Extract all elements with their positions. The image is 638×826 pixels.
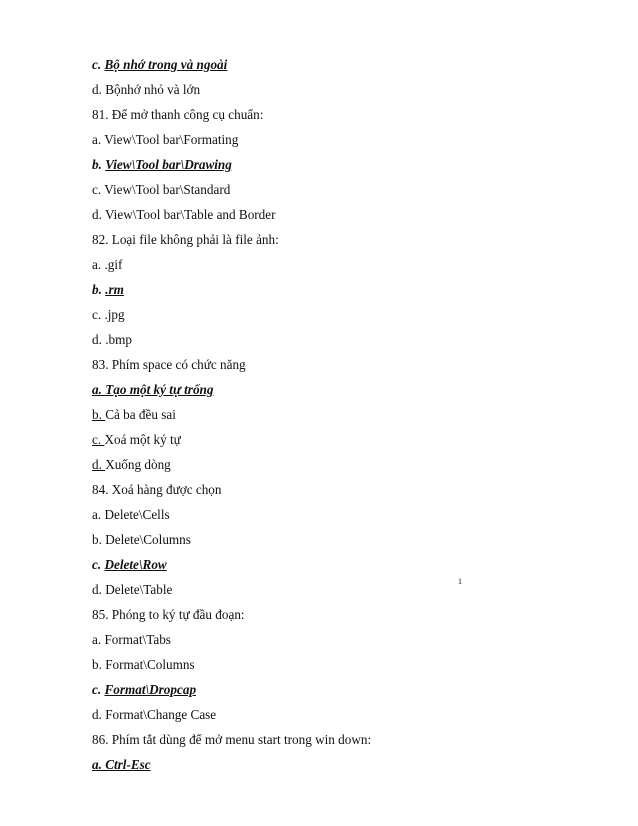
answer-line bbox=[92, 557, 167, 573]
option-line: d. View\Tool bar\Table and Border bbox=[92, 207, 276, 222]
question-line: 82. Loại file không phải là file ảnh: bbox=[92, 232, 279, 247]
option-line: a. View\Tool bar\Formating bbox=[92, 132, 239, 147]
answer-line bbox=[92, 282, 124, 298]
option-line: a. Format\Tabs bbox=[92, 632, 171, 647]
option-prefix: b. bbox=[92, 407, 106, 422]
option-line: a. .gif bbox=[92, 257, 123, 272]
option-line: b. Format\Columns bbox=[92, 657, 195, 672]
question-line: 86. Phím tắt dùng để mở menu start trong win down: bbox=[92, 732, 372, 747]
option-prefix: d. bbox=[92, 457, 106, 472]
option-line: c. .jpg bbox=[92, 307, 125, 322]
question-line: 85. Phóng to ký tự đầu đoạn: bbox=[92, 607, 245, 622]
option-text: Xuống dòng bbox=[105, 457, 171, 472]
answer-line bbox=[92, 682, 196, 698]
option-prefix: c. bbox=[92, 682, 105, 697]
option-line: c. View\Tool bar\Standard bbox=[92, 182, 231, 197]
question-line: 84. Xoá hàng được chọn bbox=[92, 482, 222, 497]
option-text: Cả ba đều sai bbox=[105, 407, 176, 422]
correct-answer-line: a. Tạo một ký tự trống bbox=[92, 382, 214, 397]
option-line: b. Delete\Columns bbox=[92, 532, 191, 547]
option-line: d. Format\Change Case bbox=[92, 707, 217, 722]
page-marker: 1 bbox=[458, 577, 462, 586]
correct-answer-text: Bộ nhớ trong và ngoài bbox=[104, 57, 228, 72]
option-line bbox=[92, 457, 171, 473]
option-line: d. Bộnhớ nhỏ và lớn bbox=[92, 82, 201, 97]
option-line: d. Delete\Table bbox=[92, 582, 173, 597]
correct-answer-text: View\Tool bar\Drawing bbox=[105, 157, 232, 172]
correct-answer-text: Format\Dropcap bbox=[104, 682, 197, 697]
answer-line bbox=[92, 57, 227, 73]
correct-answer-text: .rm bbox=[105, 282, 124, 297]
question-line: 83. Phím space có chức năng bbox=[92, 357, 246, 372]
option-line: a. Delete\Cells bbox=[92, 507, 170, 522]
option-line bbox=[92, 407, 176, 423]
option-prefix: c. bbox=[92, 557, 105, 572]
question-line: 81. Để mở thanh công cụ chuẩn: bbox=[92, 107, 264, 122]
option-prefix: b. bbox=[92, 157, 106, 172]
correct-answer-text: Delete\Row bbox=[104, 557, 167, 572]
answer-line bbox=[92, 157, 232, 173]
option-line bbox=[92, 432, 181, 448]
option-prefix: b. bbox=[92, 282, 106, 297]
option-prefix: c. bbox=[92, 432, 105, 447]
option-line: d. .bmp bbox=[92, 332, 132, 347]
option-prefix: c. bbox=[92, 57, 105, 72]
correct-answer-line: a. Ctrl-Esc bbox=[92, 757, 151, 772]
option-text: Xoá một ký tự bbox=[104, 432, 181, 447]
